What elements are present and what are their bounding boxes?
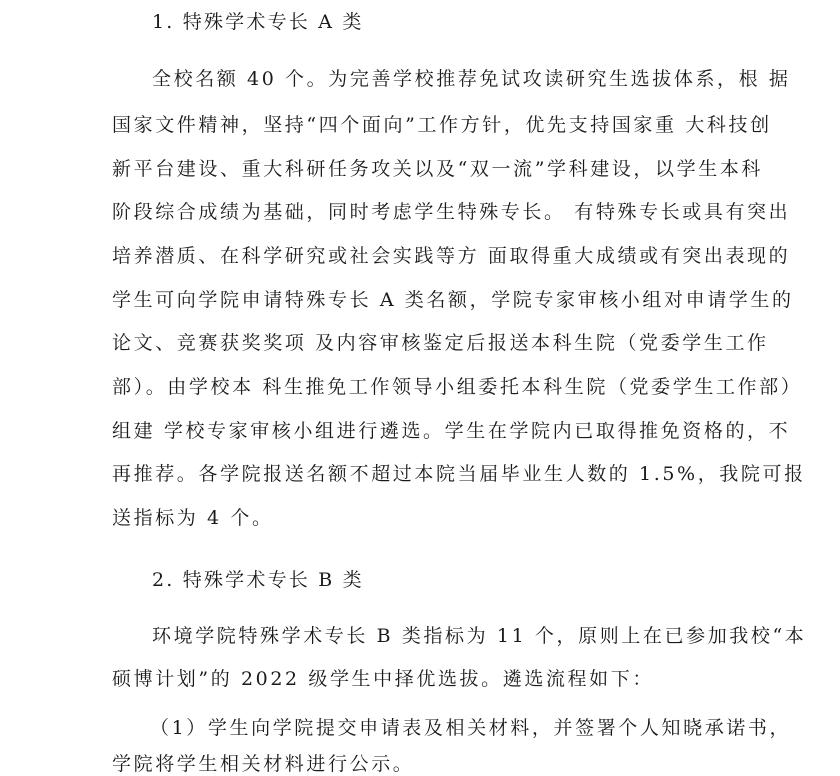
section-a-heading: 1. 特殊学术专长 A 类 [152, 11, 364, 33]
paragraph-line: 学院将学生相关材料进行公示。 [112, 753, 415, 775]
paragraph-line: （1）学生向学院提交申请表及相关材料，并签署个人知晓承诺书， [150, 717, 792, 739]
paragraph-line: 阶段综合成绩为基础，同时考虑学生特殊专长。 有特殊专长或具有突出 [112, 201, 791, 223]
section-b-heading: 2. 特殊学术专长 B 类 [152, 569, 364, 591]
paragraph-line: 硕博计划”的 2022 级学生中择优选拔。遴选流程如下： [112, 668, 654, 690]
paragraph-line: 全校名额 40 个。为完善学校推荐免试攻读研究生选拔体系，根 据 [152, 68, 791, 90]
paragraph-line: 培养潜质、在科学研究或社会实践等方 面取得重大成绩或有突出表现的 [112, 245, 791, 267]
paragraph-line: 国家文件精神，坚持“四个面向”工作方针，优先支持国家重 大科技创 [112, 114, 772, 136]
paragraph-line: 论文、竞赛获奖奖项 及内容审核鉴定后报送本科生院（党委学生工作 [112, 332, 769, 354]
paragraph-line: 送指标为 4 个。 [112, 507, 274, 529]
paragraph-line: 新平台建设、重大科研任务攻关以及“双一流”学科建设，以学生本科 [112, 158, 764, 180]
paragraph-line: 再推荐。各学院报送名额不超过本院当届毕业生人数的 1.5%，我院可报 [112, 463, 806, 485]
paragraph-line: 环境学院特殊学术专长 B 类指标为 11 个，原则上在已参加我校“本 [152, 625, 807, 647]
paragraph-line: 组建 学校专家审核小组进行遴选。学生在学院内已取得推免资格的，不 [112, 420, 791, 442]
paragraph-line: 学生可向学院申请特殊专长 A 类名额，学院专家审核小组对申请学生的 [112, 289, 794, 311]
paragraph-line: 部）。由学校本 科生推免工作领导小组委托本科生院（党委学生工作部） [112, 376, 803, 398]
